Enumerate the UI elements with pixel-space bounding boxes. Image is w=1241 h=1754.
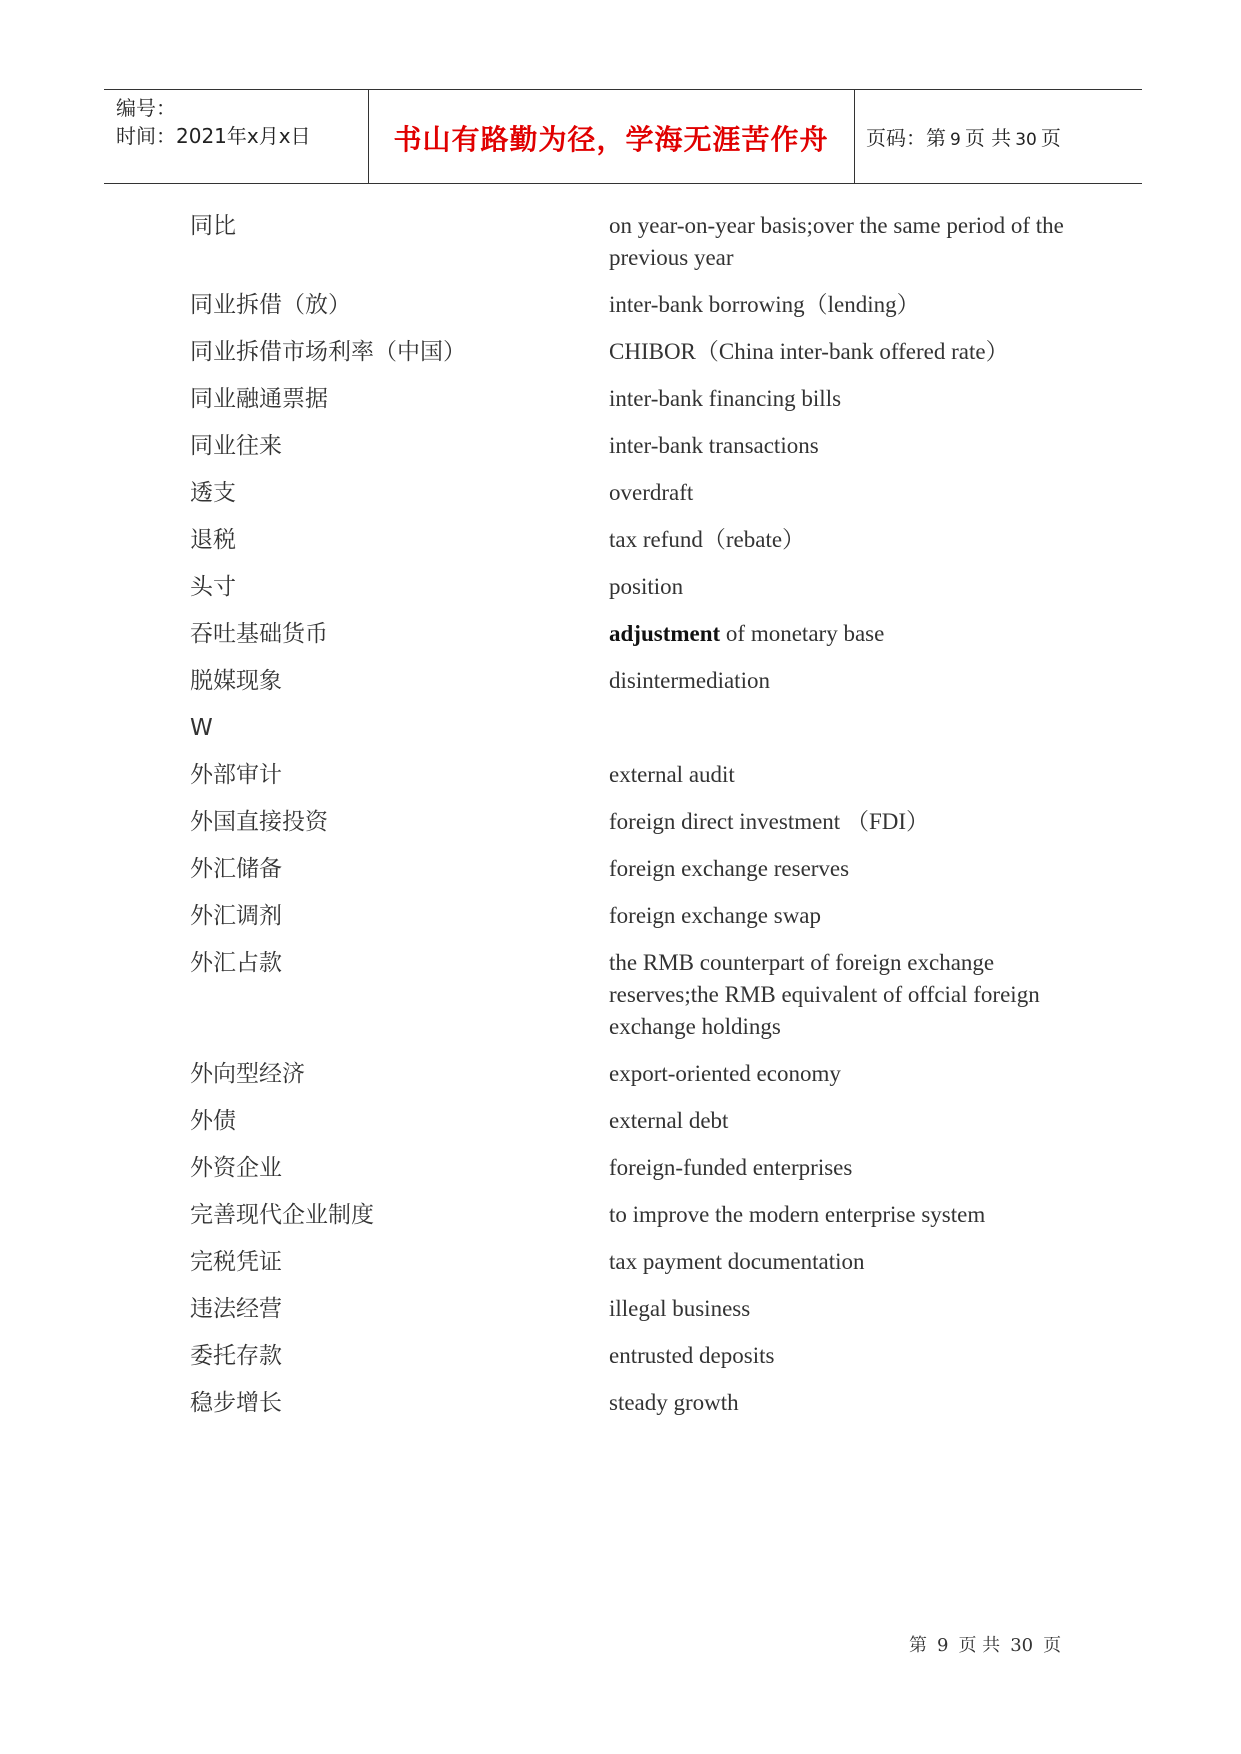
glossary-definition: position [609, 574, 684, 599]
glossary-term: 外债 [190, 1108, 236, 1134]
glossary-row [190, 1387, 1070, 1419]
glossary-row [190, 947, 1070, 1043]
footer-mid: 页 共 [958, 1635, 1001, 1656]
glossary-term: 退税 [190, 527, 236, 553]
glossary-term: 外国直接投资 [190, 809, 328, 835]
header-motto-cell [368, 90, 855, 183]
date-label: 时间：2021年x月x日 [116, 124, 311, 148]
glossary-definition: foreign-funded enterprises [609, 1155, 853, 1180]
glossary-definition: the RMB counterpart of foreign exchange reserves;the RMB equivalent of offcial foreign exchange holdings [609, 950, 1040, 1039]
glossary-term: 头寸 [190, 574, 236, 600]
glossary-term: W [190, 715, 213, 741]
header-page-cell [854, 90, 1142, 183]
glossary-row [190, 430, 1070, 462]
glossary-row [190, 1105, 1070, 1137]
footer-page-current: 9 [937, 1635, 949, 1656]
glossary-term: 完税凭证 [190, 1249, 282, 1275]
glossary-definition: CHIBOR（China inter-bank offered rate） [609, 339, 1009, 364]
glossary-definition: foreign exchange reserves [609, 856, 850, 881]
glossary-row [190, 477, 1070, 509]
glossary-definition: entrusted deposits [609, 1343, 775, 1368]
glossary-term: 外汇调剂 [190, 903, 282, 929]
footer-suffix: 页 [1043, 1635, 1062, 1656]
glossary-term: 同业拆借（放） [190, 292, 351, 318]
glossary-definition: illegal business [609, 1296, 751, 1321]
serial-number-label: 编号： [116, 96, 176, 120]
glossary-term: 吞吐基础货币 [190, 621, 328, 647]
glossary-definition: to improve the modern enterprise system [609, 1202, 986, 1227]
glossary-term: 委托存款 [190, 1343, 282, 1369]
glossary-row [190, 806, 1070, 838]
glossary-term: 同业拆借市场利率（中国） [190, 339, 466, 365]
header-page-prefix: 页码：第 [866, 126, 946, 150]
glossary-term: 脱媒现象 [190, 668, 282, 694]
glossary-list [190, 210, 1070, 1434]
page-footer [904, 1631, 1066, 1657]
glossary-definition: overdraft [609, 480, 694, 505]
header-meta-cell [104, 90, 369, 183]
footer-prefix: 第 [909, 1635, 927, 1656]
glossary-definition-bold: adjustment [609, 621, 721, 646]
glossary-row [190, 618, 1070, 650]
glossary-row [190, 759, 1070, 791]
glossary-term: 外汇占款 [190, 950, 282, 976]
glossary-definition: inter-bank borrowing（lending） [609, 292, 920, 317]
glossary-term: 同比 [190, 213, 236, 239]
glossary-row [190, 853, 1070, 885]
glossary-row [190, 524, 1070, 556]
motto-text: 书山有路勤为径，学海无涯苦作舟 [393, 123, 829, 156]
header-page-number [866, 122, 1061, 151]
glossary-definition: steady growth [609, 1390, 739, 1415]
glossary-definition: tax refund（rebate） [609, 527, 806, 552]
glossary-row [190, 665, 1070, 697]
glossary-term: 稳步增长 [190, 1390, 282, 1416]
glossary-definition: external debt [609, 1108, 729, 1133]
glossary-definition: foreign exchange swap [609, 903, 822, 928]
header-page-suffix: 页 [1040, 126, 1061, 150]
glossary-row [190, 210, 1070, 274]
glossary-term: 外部审计 [190, 762, 282, 788]
glossary-definition: foreign direct investment （FDI） [609, 809, 930, 834]
glossary-row [190, 1340, 1070, 1372]
glossary-definition [609, 712, 1069, 744]
glossary-row [190, 1199, 1070, 1231]
glossary-row [190, 900, 1070, 932]
glossary-definition: tax payment documentation [609, 1249, 865, 1274]
glossary-row [190, 1058, 1070, 1090]
glossary-term: 完善现代企业制度 [190, 1202, 374, 1228]
footer-page-total: 30 [1010, 1635, 1034, 1656]
header-page-total: 30 [1015, 130, 1037, 150]
header-page-mid: 页 共 [964, 126, 1012, 150]
glossary-term: 同业往来 [190, 433, 282, 459]
glossary-definition-rest: of monetary base [720, 621, 885, 646]
glossary-definition: inter-bank financing bills [609, 386, 842, 411]
glossary-definition: export-oriented economy [609, 1061, 841, 1086]
glossary-row [190, 1152, 1070, 1184]
glossary-row [190, 1293, 1070, 1325]
glossary-row [190, 336, 1070, 368]
glossary-term: 外向型经济 [190, 1061, 305, 1087]
glossary-definition: inter-bank transactions [609, 433, 819, 458]
glossary-term: 外汇储备 [190, 856, 282, 882]
page-header [104, 89, 1142, 184]
header-page-current: 9 [950, 130, 961, 150]
glossary-definition: disintermediation [609, 668, 770, 693]
glossary-row [190, 289, 1070, 321]
glossary-definition [609, 618, 1069, 650]
glossary-term: 违法经营 [190, 1296, 282, 1322]
glossary-term: 透支 [190, 480, 236, 506]
glossary-row [190, 1246, 1070, 1278]
glossary-row [190, 571, 1070, 603]
glossary-definition: on year-on-year basis;over the same period of the previous year [609, 213, 1064, 270]
glossary-definition: external audit [609, 762, 735, 787]
glossary-term: 外资企业 [190, 1155, 282, 1181]
glossary-term: 同业融通票据 [190, 386, 328, 412]
glossary-row [190, 712, 1070, 744]
glossary-row [190, 383, 1070, 415]
